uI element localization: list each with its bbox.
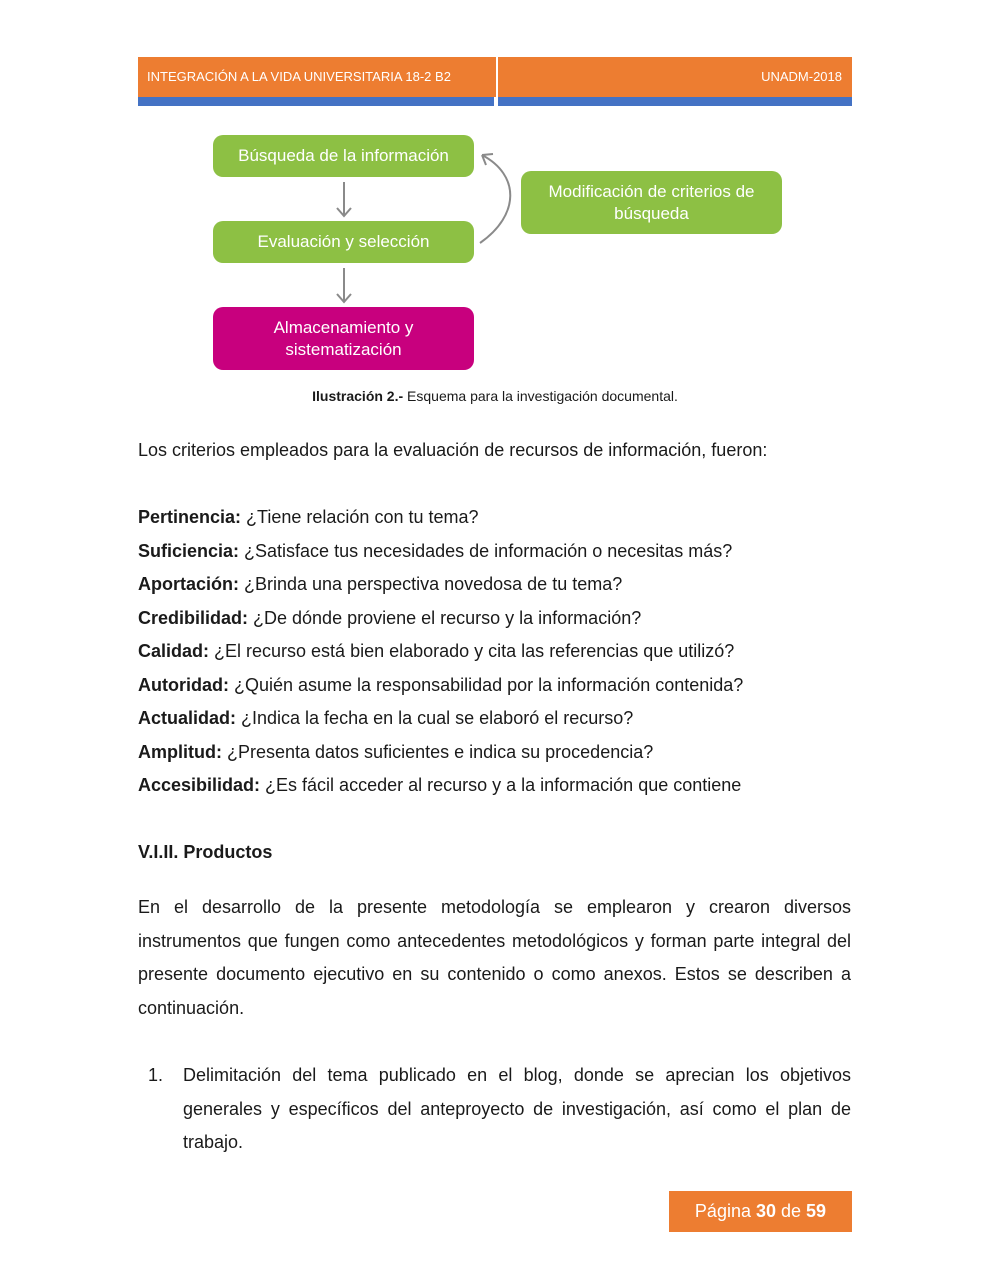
diagram-box-modification: Modificación de criterios de búsqueda [521, 171, 782, 234]
page-number: Página 30 de 59 [669, 1191, 852, 1232]
criterion-item: Credibilidad: ¿De dónde proviene el recurso y la información? [138, 607, 642, 628]
list-number: 1. [148, 1065, 164, 1085]
criterion-item: Amplitud: ¿Presenta datos suficientes e indica su procedencia? [138, 741, 654, 762]
diagram-box-search: Búsqueda de la información [213, 135, 474, 177]
body-paragraph: En el desarrollo de la presente metodología se emplearon y crearon diversos instrumentos que fungen como antecedentes metodológicos y forman parte integral del presente documento ejecutivo en su contenido o como anexos. Estos se describen a continuación. [138, 897, 851, 1018]
diagram-box-storage: Almacenamiento y sistematización [213, 307, 474, 370]
arrow-down-icon [337, 268, 351, 302]
criteria-list [138, 501, 743, 803]
header-title: INTEGRACIÓN A LA VIDA UNIVERSITARIA 18-2 B2 [138, 57, 496, 97]
criterion-item: Calidad: ¿El recurso está bien elaborado y cita las referencias que utilizó? [138, 641, 735, 661]
arrow-down-icon [337, 182, 351, 216]
diagram-arrows [0, 0, 990, 400]
figure-caption [0, 388, 990, 404]
caption-label: Ilustración 2.- [312, 388, 404, 404]
criterion-item: Pertinencia: ¿Tiene relación con tu tema? [138, 507, 479, 527]
diagram-box-evaluation: Evaluación y selección [213, 221, 474, 263]
criterion-item: Autoridad: ¿Quién asume la responsabilidad por la información contenida? [138, 674, 744, 695]
criterion-item: Suficiencia: ¿Satisface tus necesidades de información o necesitas más? [138, 540, 733, 561]
list-item-text: Delimitación del tema publicado en el blog, donde se aprecian los objetivos generales y específicos del anteproyecto de investigación, así como el plan de trabajo. [183, 1065, 851, 1152]
arrow-loop-icon [480, 154, 510, 243]
intro-text: Los criterios empleados para la evaluación de recursos de información, fueron: [138, 440, 768, 460]
criterion-item: Actualidad: ¿Indica la fecha en la cual se elaboró el recurso? [138, 708, 634, 728]
header-institution: UNADM-2018 [498, 57, 852, 97]
criterion-item: Aportación: ¿Brinda una perspectiva novedosa de tu tema? [138, 574, 623, 594]
section-heading: V.I.II. Productos [138, 842, 273, 862]
caption-text: Esquema para la investigación documental. [403, 388, 678, 404]
criterion-item: Accesibilidad: ¿Es fácil acceder al recurso y a la información que contiene [138, 775, 742, 795]
